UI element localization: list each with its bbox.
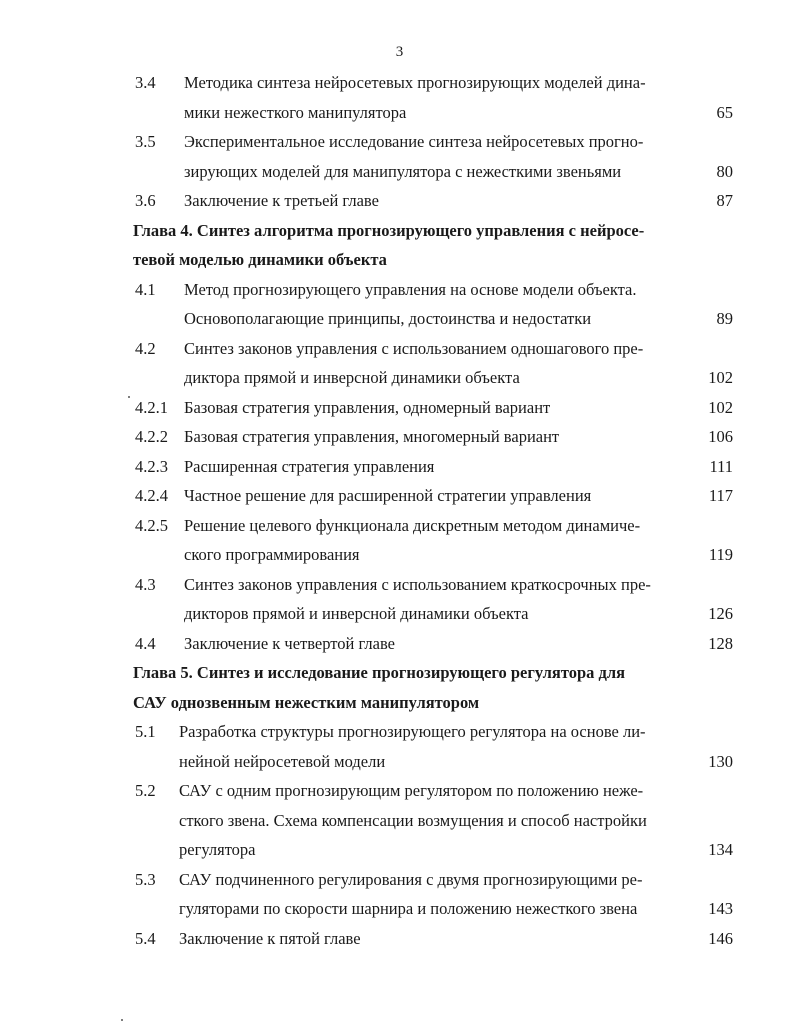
section-title-line: САУ с одним прогнозирующим регулятором по положению неже- (179, 781, 644, 800)
section-title-line: Основополагающие принципы, достоинства и недостатки (184, 309, 592, 328)
section-title-line: нейной нейросетевой модели (179, 751, 386, 771)
section-title-line: Методика синтеза нейросетевых прогнозирующих моделей дина- (184, 73, 646, 92)
section-number: 4.1 (135, 279, 156, 299)
section-number: 3.6 (135, 191, 156, 210)
section-number: 3.5 (135, 132, 156, 151)
section-title-line: Заключение к пятой главе (179, 928, 361, 948)
page-ref: 102 (708, 368, 733, 387)
section-number: 4.2.2 (135, 427, 168, 446)
page-ref: 117 (708, 486, 733, 505)
section-title-line: гуляторами по скорости шарнира и положению нежесткого звена (179, 899, 638, 918)
section-number: 4.3 (135, 574, 156, 594)
section-title-line: Метод прогнозирующего управления на основе модели объекта. (184, 279, 637, 299)
page-ref: 119 (708, 545, 733, 564)
section-title-line: САУ подчиненного регулирования с двумя прогнозирующими ре- (179, 869, 643, 889)
section-title-line: сткого звена. Схема компенсации возмущения и способ настройки (179, 810, 647, 830)
section-number: 4.2.1 (135, 397, 168, 417)
section-number: 4.4 (135, 633, 156, 653)
section-title-line: Расширенная стратегия управления (184, 456, 435, 476)
page-ref: 89 (716, 309, 733, 328)
section-title-line: Разработка структуры прогнозирующего регулятора на основе ли- (179, 722, 646, 741)
page-ref: 134 (708, 840, 733, 859)
section-title-line: Решение целевого функционала дискретным методом динамиче- (184, 515, 641, 535)
section-title-line: Базовая стратегия управления, многомерный вариант (184, 427, 560, 446)
scan-speck (128, 396, 130, 398)
page-ref: 87 (716, 191, 733, 210)
section-number: 5.2 (135, 781, 156, 800)
section-number: 4.2.4 (135, 486, 168, 505)
section-number: 4.2.3 (135, 456, 168, 476)
page-ref: 80 (716, 161, 733, 181)
section-title-line: регулятора (179, 840, 256, 859)
page-number: 3 (395, 44, 404, 60)
chapter-heading: Глава 5. Синтез и исследование прогнозирующего регулятора для (133, 663, 626, 682)
chapter-heading: САУ однозвенным нежестким манипулятором (133, 692, 480, 712)
section-title-line: Заключение к третьей главе (184, 191, 379, 210)
section-title-line: Синтез законов управления с использованием одношагового пре- (184, 338, 644, 358)
section-title-line: Синтез законов управления с использованием краткосрочных пре- (184, 574, 651, 594)
section-number: 5.1 (135, 722, 156, 741)
section-title-line: дикторов прямой и инверсной динамики объекта (184, 604, 529, 623)
section-number: 4.2 (135, 338, 156, 358)
section-number: 4.2.5 (135, 515, 168, 535)
section-title-line: мики нежесткого манипулятора (184, 102, 407, 122)
section-title-line: Экспериментальное исследование синтеза нейросетевых прогно- (184, 132, 644, 151)
section-number: 3.4 (135, 73, 156, 92)
chapter-heading: тевой моделью динамики объекта (133, 250, 387, 269)
page-ref: 106 (708, 427, 733, 446)
chapter-heading: Глава 4. Синтез алгоритма прогнозирующего управления с нейросе- (133, 220, 645, 240)
section-title-line: Заключение к четвертой главе (184, 633, 395, 653)
section-title-line: Частное решение для расширенной стратегии управления (184, 486, 592, 505)
page-ref: 111 (709, 456, 733, 476)
section-number: 5.4 (135, 928, 156, 948)
page-ref: 130 (708, 751, 733, 771)
section-title-line: диктора прямой и инверсной динамики объекта (184, 368, 520, 387)
section-title-line: Базовая стратегия управления, одномерный вариант (184, 397, 551, 417)
page-ref: 128 (708, 633, 733, 653)
section-title-line: зирующих моделей для манипулятора с нежесткими звеньями (184, 161, 622, 181)
page-ref: 143 (708, 899, 733, 918)
page-ref: 102 (708, 397, 733, 417)
scan-speck (121, 1019, 123, 1021)
section-number: 5.3 (135, 869, 156, 889)
page-ref: 146 (708, 928, 733, 948)
section-title-line: ского программирования (184, 545, 360, 564)
page-ref: 65 (716, 102, 733, 122)
page-ref: 126 (708, 604, 733, 623)
